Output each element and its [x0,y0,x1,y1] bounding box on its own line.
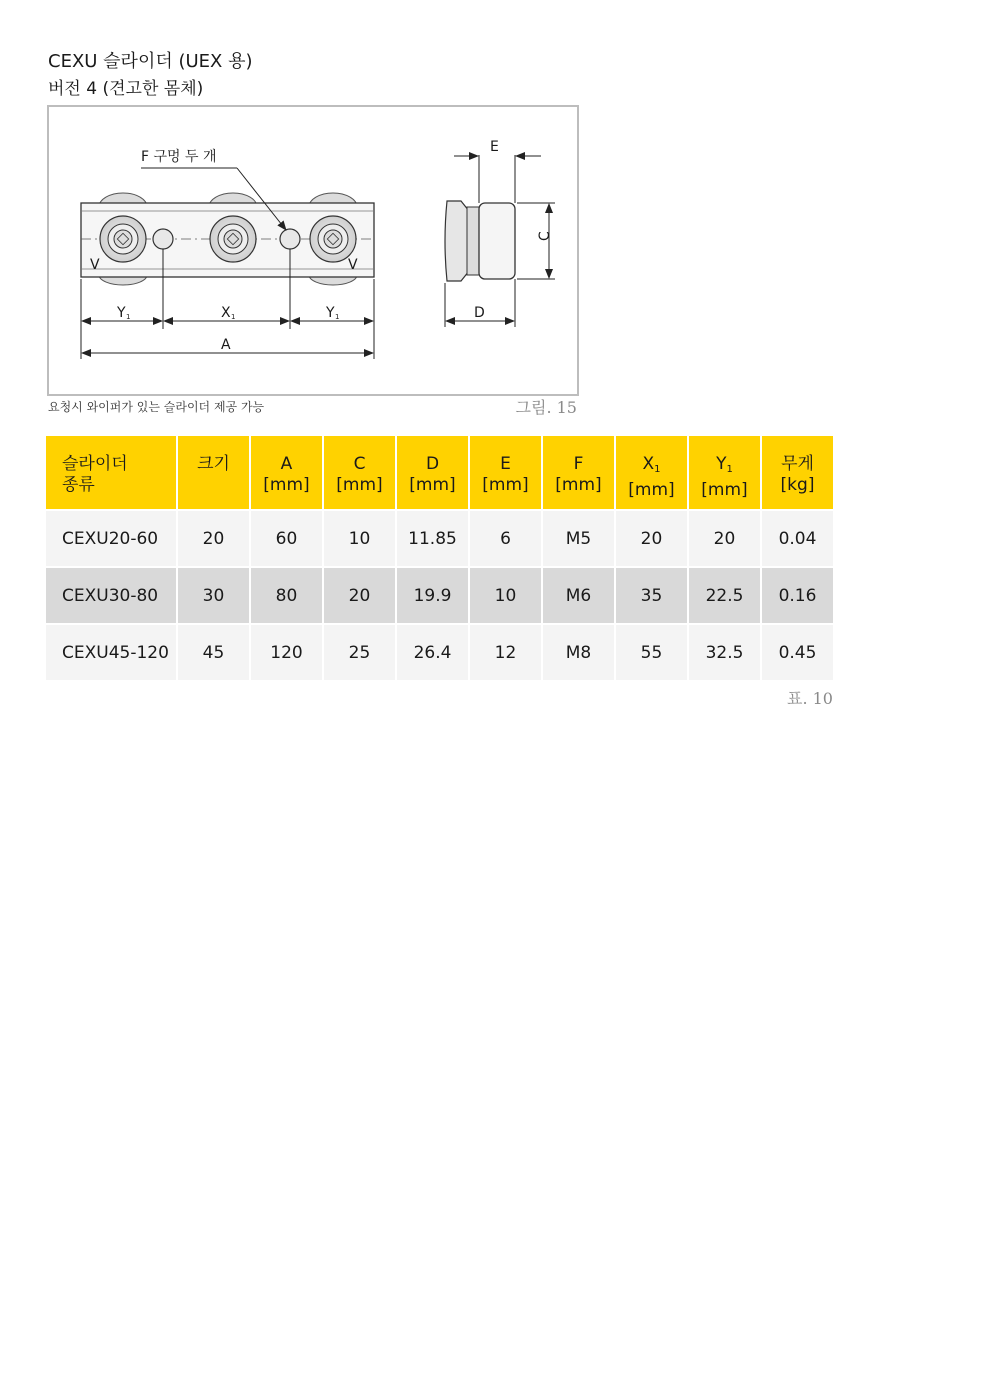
f-hole-left [153,229,173,249]
roller-right [310,216,356,262]
header-line2: [mm] [263,475,310,495]
cell-weight: 0.45 [762,625,833,680]
cell-x1: 20 [616,511,687,566]
cell-e: 12 [470,625,541,680]
page-subtitle: 버전 4 (견고한 몸체) [48,79,204,99]
cell-a: 120 [251,625,322,680]
cell-size: 45 [178,625,249,680]
dim-x1: X [221,305,231,321]
spec-table [44,434,835,682]
cell-type: CEXU30-80 [46,568,176,623]
roller-left [100,216,146,262]
cell-d: 19.9 [397,568,468,623]
cell-y1: 32.5 [689,625,760,680]
header-line1: 크기 [197,454,230,474]
cell-y1: 22.5 [689,568,760,623]
cell-c: 20 [324,568,395,623]
header-subscript: 1 [726,464,733,475]
dim-y1-right-sub: 1 [335,313,340,321]
cell-a: 80 [251,568,322,623]
header-line2: [kg] [780,475,815,495]
cell-size: 20 [178,511,249,566]
f-hole-right [280,229,300,249]
cell-c: 25 [324,625,395,680]
header-line1: E [500,454,511,474]
header-line2: [mm] [628,480,675,500]
dim-d: D [474,305,485,321]
table-header-row [46,436,833,509]
header-line2: [mm] [482,475,529,495]
front-view [81,193,374,285]
cell-e: 10 [470,568,541,623]
header-line1: Y [716,454,727,474]
dim-y1-left-sub: 1 [126,313,131,321]
dim-x1-sub: 1 [231,313,236,321]
table-caption: 표. 10 [787,689,833,708]
cell-weight: 0.16 [762,568,833,623]
dim-y1-right: Y [326,305,335,321]
dim-a: A [221,337,231,353]
dim-e: E [490,139,499,155]
v-mark-right: V [348,257,358,273]
cell-y1: 20 [689,511,760,566]
header-line1: 슬라이더 [62,454,128,474]
page-title: CEXU 슬라이더 (UEX 용) [48,51,253,72]
header-c [324,436,395,509]
cell-size: 30 [178,568,249,623]
header-size [178,436,249,509]
figure-note: 요청시 와이퍼가 있는 슬라이더 제공 가능 [48,400,265,414]
cell-f: M6 [543,568,614,623]
header-line1: A [280,454,293,474]
table-row [46,568,833,623]
header-line2: [mm] [336,475,383,495]
cell-d: 26.4 [397,625,468,680]
header-f [543,436,614,509]
cell-weight: 0.04 [762,511,833,566]
roller-center [210,216,256,262]
dim-c: C [537,231,553,241]
technical-drawing [47,105,579,396]
header-line1: X [642,454,655,474]
header-line1: C [353,454,366,474]
cell-e: 6 [470,511,541,566]
cell-x1: 35 [616,568,687,623]
header-y1 [689,436,760,509]
cell-x1: 55 [616,625,687,680]
header-a [251,436,322,509]
header-weight [762,436,833,509]
figure-caption: 그림. 15 [515,398,577,417]
header-subscript: 1 [654,464,661,475]
header-type [46,436,176,509]
header-line2: [mm] [555,475,602,495]
dim-y1-left: Y [117,305,126,321]
table-row [46,511,833,566]
drawing-svg [49,107,577,394]
header-line2: [mm] [701,480,748,500]
header-x1 [616,436,687,509]
cell-c: 10 [324,511,395,566]
header-line2: [mm] [409,475,456,495]
cell-type: CEXU20-60 [46,511,176,566]
table-row [46,625,833,680]
callout-label: F 구멍 두 개 [141,149,217,165]
cell-f: M8 [543,625,614,680]
cell-a: 60 [251,511,322,566]
header-d [397,436,468,509]
v-mark-left: V [90,257,100,273]
header-line1: F [573,454,584,474]
cell-type: CEXU45-120 [46,625,176,680]
header-line2: 종류 [62,475,95,495]
header-line1: D [425,454,440,474]
cell-f: M5 [543,511,614,566]
side-view [445,139,555,327]
cell-d: 11.85 [397,511,468,566]
header-e [470,436,541,509]
header-line1: 무게 [781,454,814,474]
